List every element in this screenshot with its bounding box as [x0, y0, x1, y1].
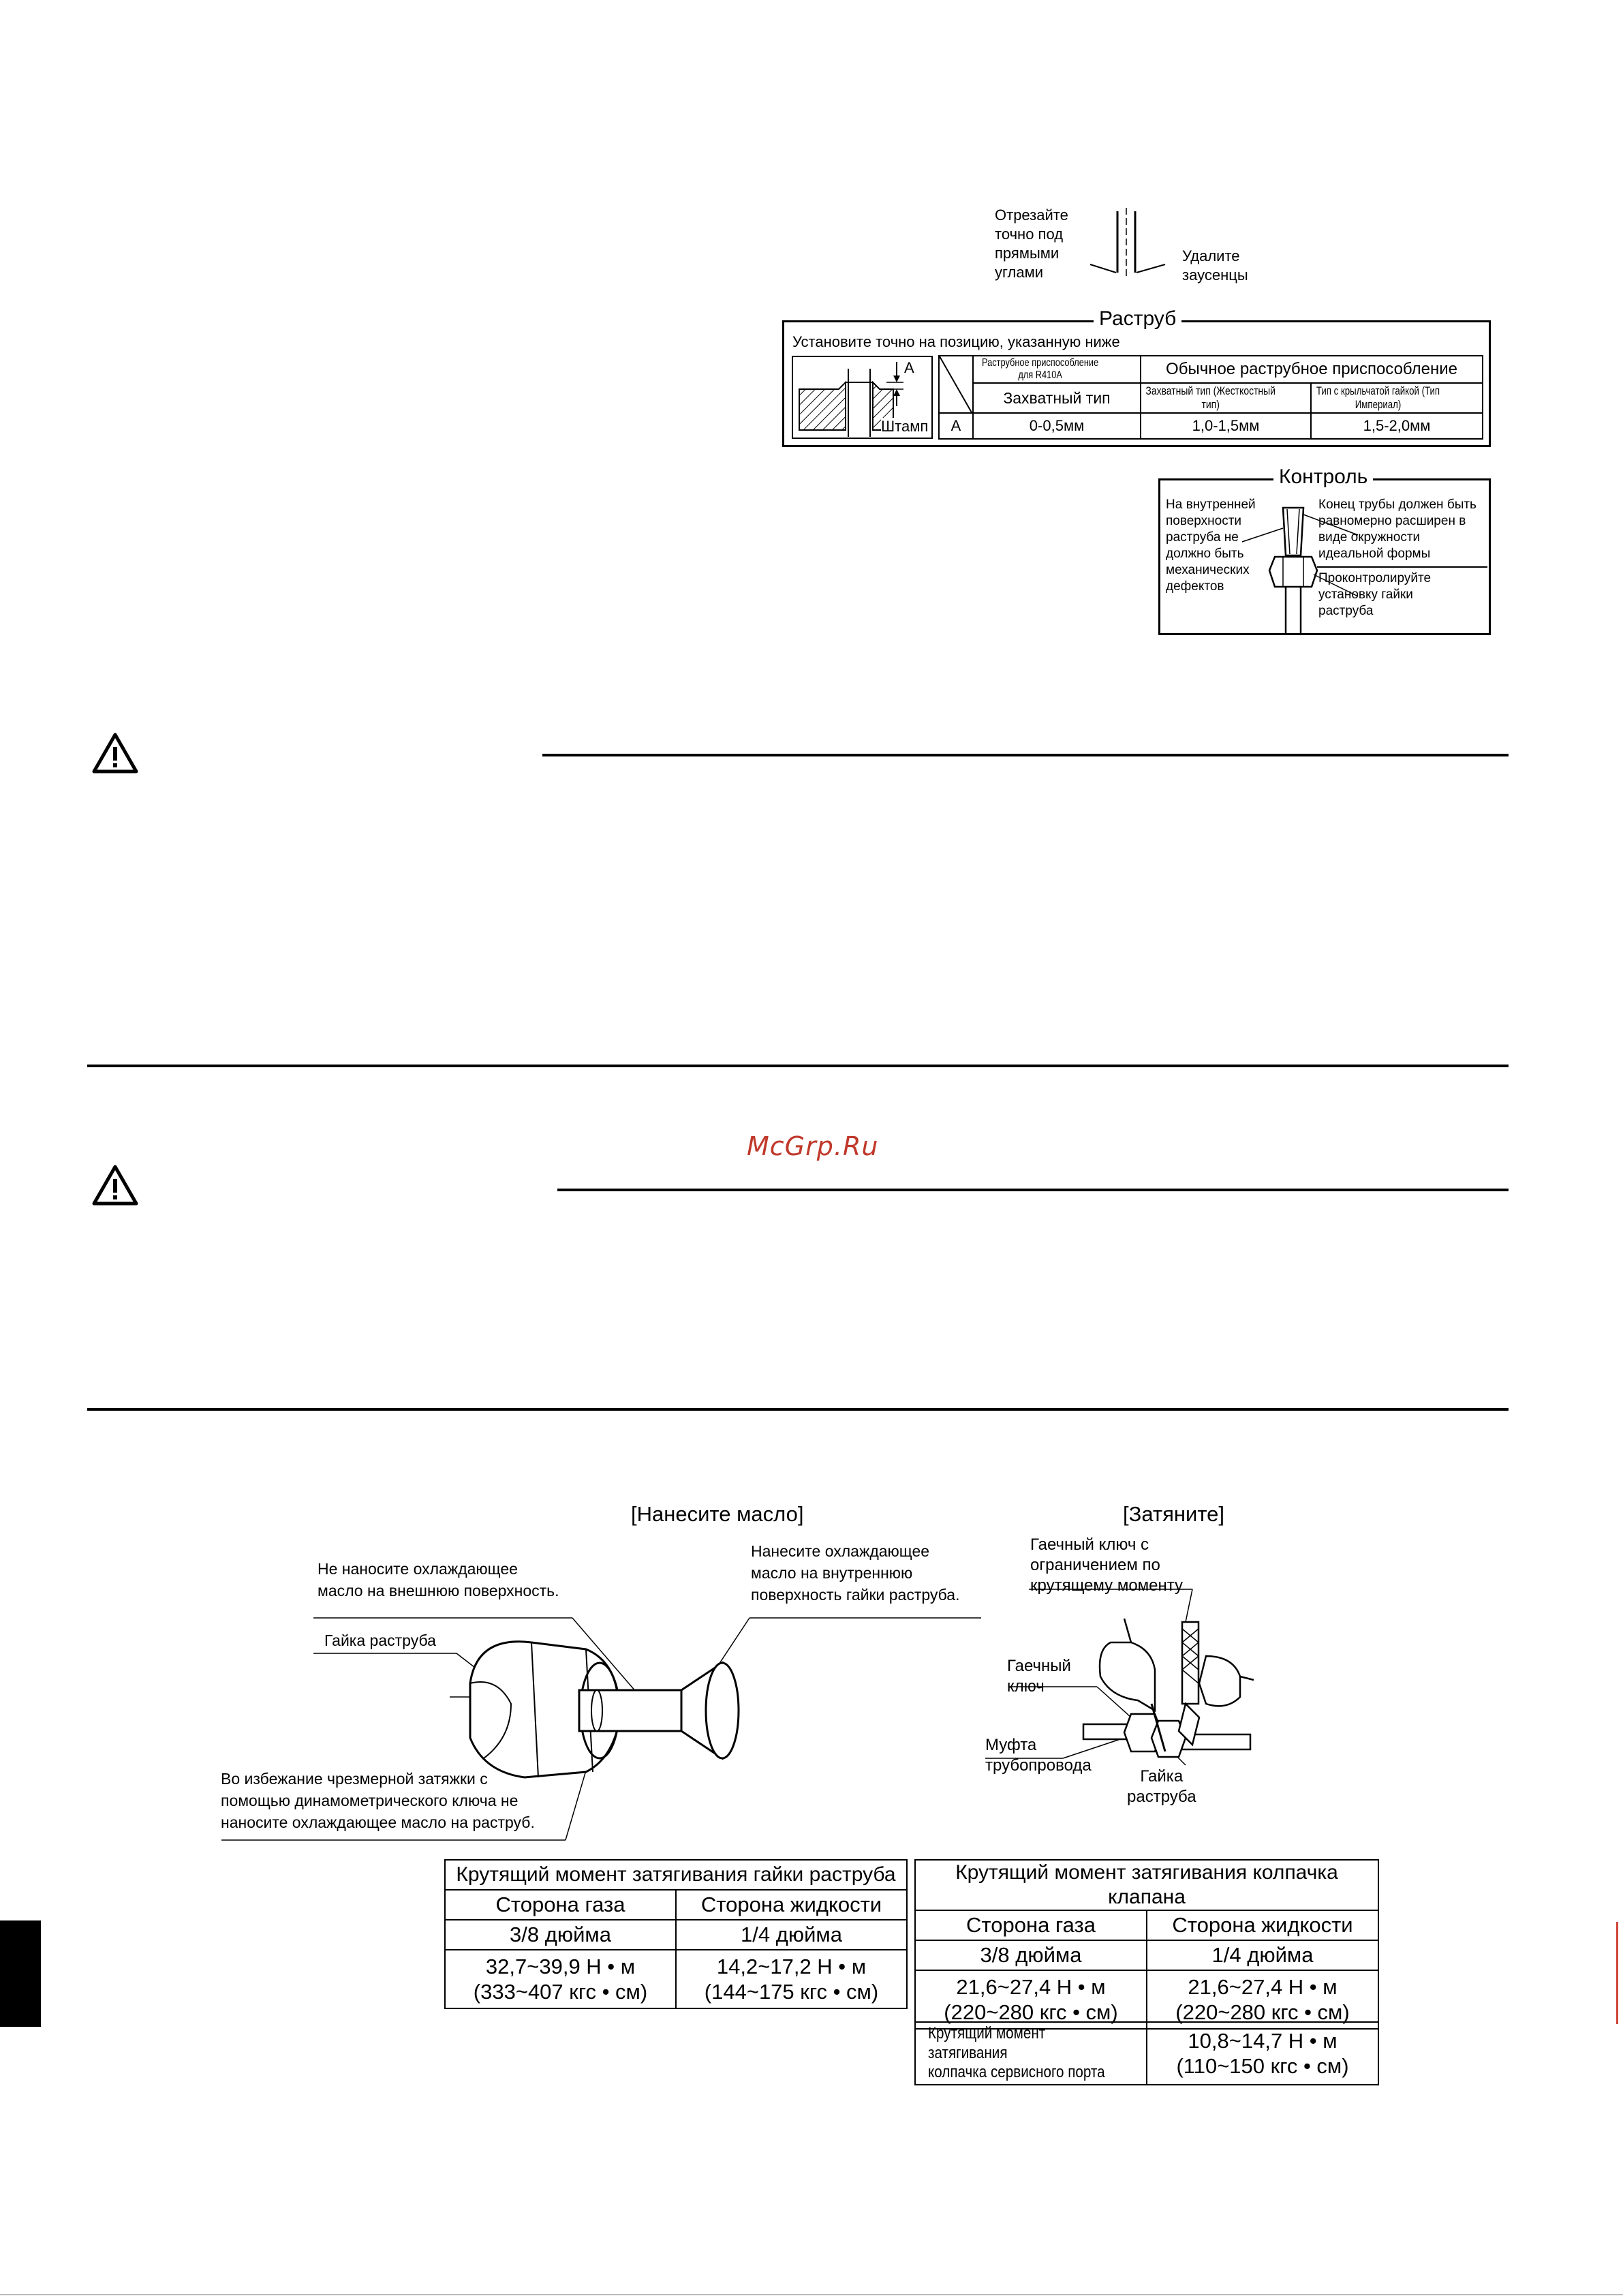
sub-rigid: [1141, 383, 1311, 413]
cell-text: Раструбное приспособление для R410A: [982, 357, 1099, 381]
gas-size: 3/8 дюйма: [915, 1940, 1147, 1970]
flare-box: [782, 307, 1491, 447]
head-r410a: [973, 356, 1141, 383]
header-gas: Сторона газа: [445, 1890, 676, 1920]
label-line: колпачка сервисного порта: [928, 2063, 1105, 2082]
gas-size: 3/8 дюйма: [445, 1920, 676, 1950]
check-left-note: [1166, 497, 1256, 595]
check-right-note-2: [1318, 570, 1431, 619]
note-line: Гаечный: [1007, 1657, 1071, 1675]
torque-kgf: (144~175 кгс • см): [704, 1980, 879, 2004]
page-edge-tab: [0, 1920, 41, 2027]
note-line: наносите охлаждающее масло на раструб.: [221, 1813, 535, 1831]
tightening-hands-icon: [981, 1581, 1267, 1806]
gas-torque: [445, 1950, 676, 2008]
warning-icon: [91, 1164, 139, 1206]
note-line: Удалите: [1182, 247, 1240, 264]
note-line: установку гайки: [1318, 587, 1413, 602]
note-line: ограничением по: [1030, 1556, 1160, 1574]
page-bottom-edge: [0, 2294, 1623, 2295]
note-line: углами: [995, 264, 1044, 281]
note-line: Во избежание чрезмерной затяжки с: [221, 1770, 488, 1788]
note-line: поверхность гайки раструба.: [751, 1586, 960, 1604]
cell-text: Тип с крыльчатой гайкой (Тип Империал): [1316, 384, 1440, 411]
note-line: крутящему моменту: [1030, 1576, 1184, 1595]
note-line: ключ: [1007, 1677, 1045, 1696]
note-line: точно под: [995, 226, 1064, 243]
note-line: дефектов: [1166, 579, 1224, 594]
value-rigid: 1,0-1,5мм: [1141, 413, 1311, 439]
section-divider: [87, 1408, 1509, 1411]
note-line: механических: [1166, 563, 1250, 577]
note-line: заусенцы: [1182, 266, 1248, 284]
sub-clutch: Захватный тип: [973, 383, 1141, 413]
cut-left-note: [995, 206, 1068, 282]
flare-stamp-label: Штамп: [881, 418, 929, 435]
section-rule: [542, 754, 1509, 756]
note-line: Проконтролируйте: [1318, 571, 1432, 585]
note-line: равномерно расширен в: [1318, 514, 1466, 528]
torque-kgf: (333~407 кгс • см): [473, 1980, 648, 2004]
note-line: Не наносите охлаждающее: [318, 1560, 518, 1578]
valve-cap-torque-table: [914, 1859, 1379, 2030]
note-line: Отрезайте: [995, 206, 1068, 224]
flare-dimension-table: [938, 355, 1483, 440]
flare-nut-torque-table: [444, 1859, 908, 2009]
value-r410a: 0-0,5мм: [973, 413, 1141, 439]
divider: [1317, 566, 1487, 568]
note-line: помощью динамометрического ключа не: [221, 1792, 519, 1809]
torque-nm: 21,6~27,4 Н • м: [1188, 1974, 1338, 1999]
liquid-torque: [1147, 1970, 1378, 2029]
edge-mark: [1616, 1922, 1618, 2024]
watermark: McGrp.Ru: [747, 1131, 879, 1161]
warning-icon: [91, 732, 139, 774]
gas-torque: [915, 1970, 1147, 2029]
torque-nm: 32,7~39,9 Н • м: [485, 1954, 636, 1978]
note-line: Нанесите охлаждающее: [751, 1542, 930, 1560]
flare-a-label: A: [904, 359, 914, 376]
torque-kgf: (110~150 кгс • см): [1176, 2054, 1349, 2078]
liquid-size: 1/4 дюйма: [676, 1920, 907, 1950]
note-line: Гаечный ключ с: [1030, 1535, 1149, 1554]
note-line: виде окружности: [1318, 530, 1421, 545]
header-liquid: Сторона жидкости: [676, 1890, 907, 1920]
cell-text: Захватный тип (Жесткостный тип): [1145, 384, 1276, 411]
torque-nm: 10,8~14,7 Н • м: [1188, 2028, 1338, 2053]
note-line: масло на внутреннюю: [751, 1564, 913, 1582]
service-port-torque: [1147, 2022, 1378, 2085]
flare-title: Раструб: [1094, 307, 1181, 331]
pipe-cut-icon: [1070, 204, 1179, 286]
torque-nm: 14,2~17,2 Н • м: [716, 1954, 867, 1978]
head-conventional: Обычное раструбное приспособление: [1141, 356, 1483, 383]
section-rule: [557, 1189, 1509, 1191]
service-port-label: [915, 2022, 1147, 2085]
label-wrap: [928, 2024, 1113, 2083]
note-line: раструба не: [1166, 530, 1239, 545]
torque-nm: 21,6~27,4 Н • м: [956, 1974, 1106, 1999]
header-liquid: Сторона жидкости: [1147, 1910, 1378, 1940]
label-line: Крутящий момент затягивания: [928, 2023, 1046, 2062]
diagonal-cell: [939, 356, 973, 413]
liquid-size: 1/4 дюйма: [1147, 1940, 1378, 1970]
note-line: раструба: [1127, 1788, 1196, 1806]
note-line: Конец трубы должен быть: [1318, 498, 1477, 512]
note-line: масло на внешнюю поверхность.: [318, 1582, 559, 1599]
note-line: Муфта: [985, 1736, 1037, 1754]
check-right-note-1: [1318, 497, 1477, 562]
note-line: прямыми: [995, 245, 1060, 262]
note-line: раструба: [1318, 604, 1374, 618]
tighten-title: [Затяните]: [1123, 1502, 1225, 1526]
table-title: Крутящий момент затягивания гайки раструба: [445, 1860, 907, 1890]
oil-nut-label: Гайка раструба: [324, 1632, 436, 1649]
check-box: [1158, 465, 1491, 635]
check-title: Контроль: [1273, 465, 1373, 489]
section-divider: [87, 1065, 1509, 1067]
torque-kgf: (220~280 кгс • см): [1175, 2000, 1350, 2024]
cut-right-note: [1182, 247, 1248, 285]
note-line: На внутренней: [1166, 498, 1256, 512]
service-port-torque-table: [914, 2021, 1379, 2085]
oil-note-bottom: [221, 1768, 535, 1833]
note-line: должно быть: [1166, 547, 1244, 561]
sub-wing: [1311, 383, 1483, 413]
oil-title: [Нанесите масло]: [631, 1502, 804, 1526]
note-line: идеальной формы: [1318, 547, 1431, 561]
table-title: Крутящий момент затягивания колпачка клапана: [915, 1860, 1378, 1910]
header-gas: Сторона газа: [915, 1910, 1147, 1940]
liquid-torque: [676, 1950, 907, 2008]
note-line: поверхности: [1166, 514, 1242, 528]
note-line: трубопровода: [985, 1756, 1092, 1775]
value-wing: 1,5-2,0мм: [1311, 413, 1483, 439]
flare-instruction: Установите точно на позицию, указанную ниже: [792, 333, 1120, 350]
row-label: A: [939, 413, 973, 439]
note-line: Гайка: [1140, 1767, 1184, 1786]
torque-kgf: (220~280 кгс • см): [944, 2000, 1118, 2024]
